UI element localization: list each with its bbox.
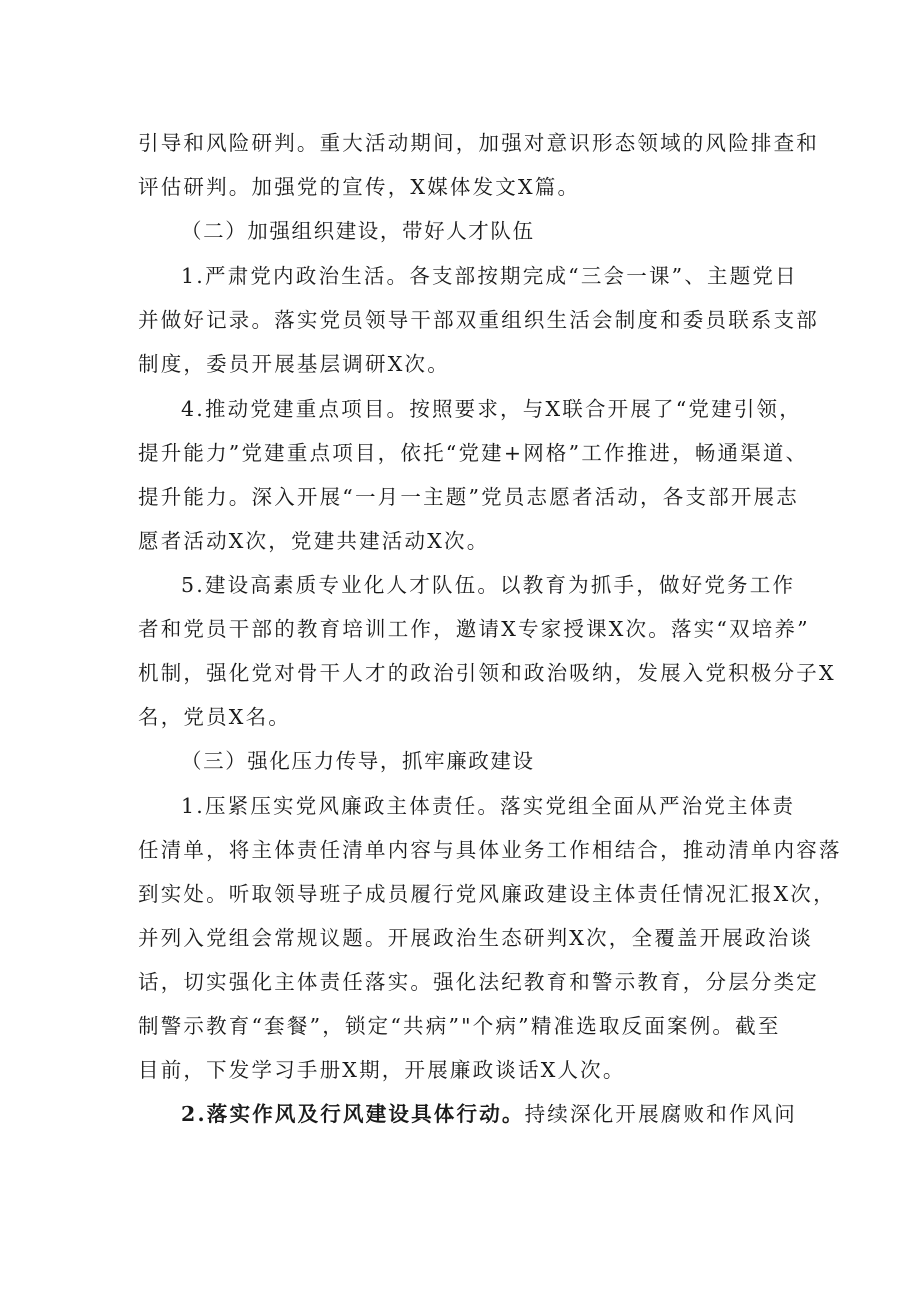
body-line: 愿者活动X次，党建共建活动X次。 — [138, 529, 490, 553]
paragraph-first-line: 4.推动党建重点项目。按照要求，与X联合开展了“党建引领， — [181, 397, 802, 421]
section-heading: （三）强化压力传导，抓牢廉政建设 — [181, 749, 535, 773]
body-line: 评估研判。加强党的宣传，X媒体发文X篇。 — [138, 175, 581, 199]
body-line: 并做好记录。落实党员领导干部双重组织生活会制度和委员联系支部 — [138, 308, 819, 332]
paragraph-first-line: 5.建设高素质专业化人才队伍。以教育为抓手，做好党务工作 — [181, 573, 796, 597]
body-line: 制警示教育“套餐”，锁定“共病”"个病”精准选取反面案例。截至 — [138, 1014, 781, 1038]
body-line: 目前，下发学习手册X期，开展廉政谈话X人次。 — [138, 1058, 626, 1082]
body-line: 者和党员干部的教育培训工作，邀请X专家授课X次。落实“双培养” — [138, 617, 810, 641]
paragraph-first-line — [181, 1101, 797, 1127]
paragraph-first-line: 1.严肃党内政治生活。各支部按期完成“三会一课”、主题党日 — [181, 264, 798, 288]
paragraph-first-line: 1.压紧压实党风廉政主体责任。落实党组全面从严治党主体责 — [181, 794, 796, 818]
bold-heading-run: 2.落实作风及行风建设具体行动。 — [181, 1102, 525, 1126]
body-line: 制度，委员开展基层调研X次。 — [138, 352, 450, 376]
body-line: 并列入党组会常规议题。开展政治生态研判X次，全覆盖开展政治谈 — [138, 926, 814, 950]
body-line: 到实处。听取领导班子成员履行党风廉政建设主体责任情况汇报X次， — [138, 882, 836, 906]
body-line: 引导和风险研判。重大活动期间，加强对意识形态领域的风险排查和 — [138, 131, 819, 155]
body-line: 提升能力”党建重点项目，依托“党建+网格”工作推进，畅通渠道、 — [138, 441, 809, 465]
normal-text-run: 持续深化开展腐败和作风问 — [524, 1102, 798, 1126]
body-line: 提升能力。深入开展“一月一主题”党员志愿者活动，各支部开展志 — [138, 485, 799, 509]
body-line: 机制，强化党对骨干人才的政治引领和政治吸纳，发展入党积极分子X — [138, 661, 836, 685]
body-line: 名，党员X名。 — [138, 705, 291, 729]
body-line: 任清单，将主体责任清单内容与具体业务工作相结合，推动清单内容落 — [138, 838, 842, 862]
body-line: 话，切实强化主体责任落实。强化法纪教育和警示教育，分层分类定 — [138, 970, 819, 994]
section-heading: （二）加强组织建设，带好人才队伍 — [181, 219, 535, 243]
